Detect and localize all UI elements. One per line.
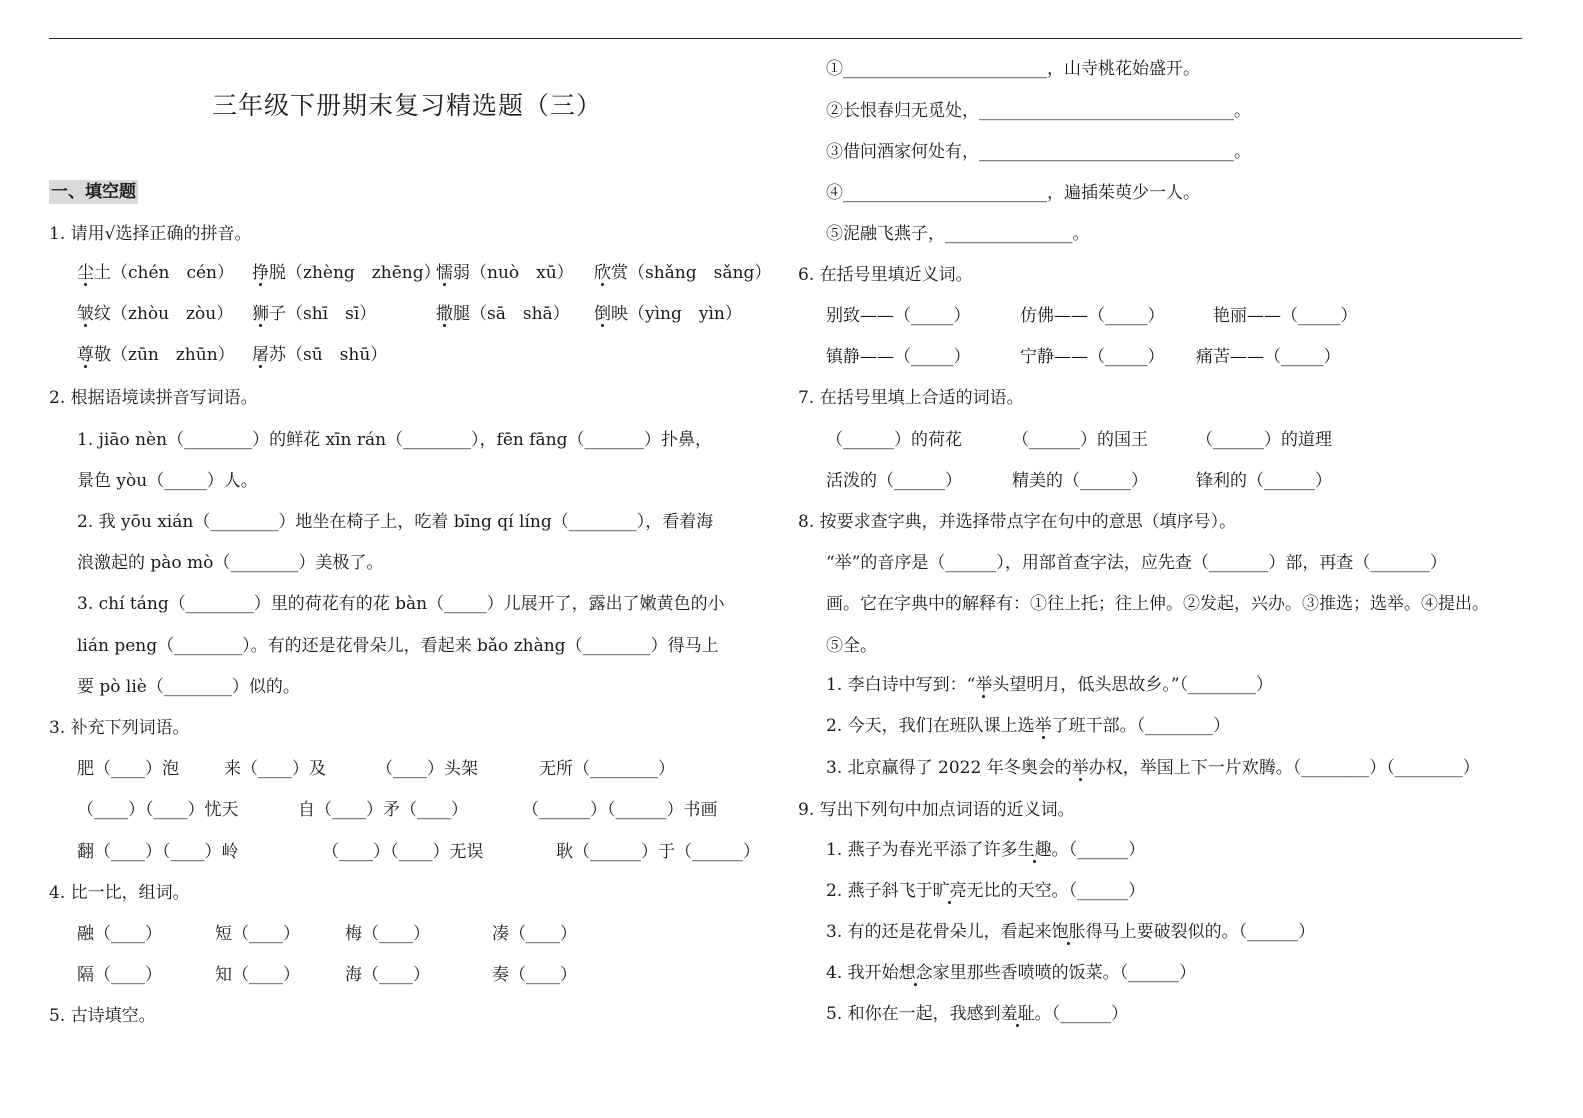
q3-item: （______）（______）书画 (522, 800, 718, 820)
question-7: 7. 在括号里填上合适的词语。 (798, 388, 1024, 408)
q3-item: 翻（____）（____）岭 (77, 842, 239, 862)
q1-item: 屠苏（sū shū） (252, 345, 388, 365)
q1-item: 狮子（shī sī） (252, 304, 377, 324)
q4-item: 隔（____） (77, 965, 162, 985)
q2-line: 2. 我 yōu xián（________）地坐在椅子上，吃着 bīng qí líng（________），看着海 (77, 512, 714, 532)
q3-item: 耿（______）于（______） (556, 842, 760, 862)
q3-item: 肥（____）泡 (77, 759, 179, 779)
q4-item: 融（____） (77, 924, 162, 944)
question-8: 8. 按要求查字典，并选择带点字在句中的意思（填序号）。 (798, 512, 1237, 532)
q9-sub: 4. 我开始想念家里那些香喷喷的饭菜。（______） (826, 963, 1197, 983)
q8-sub: 1. 李白诗中写到：“举头望明月，低头思故乡。”（________） (826, 675, 1274, 695)
q4-item: 海（____） (345, 965, 430, 985)
page-title: 三年级下册期末复习精选题（三） (212, 91, 603, 120)
q3-item: （____）头架 (376, 759, 478, 779)
section-heading: 一、填空题 (51, 182, 136, 202)
q1-item: 倒映（yìng yìn） (594, 304, 742, 324)
q1-item: 皱纹（zhòu zòu） (77, 304, 234, 324)
q5-line: ①________________________，山寺桃花始盛开。 (826, 59, 1200, 79)
q4-item: 短（____） (215, 924, 300, 944)
q3-item: 来（____）及 (224, 759, 326, 779)
q7-item: 锋利的（______） (1196, 471, 1332, 491)
header-rule (49, 38, 1522, 39)
q8-line: 画。它在字典中的解释有：①往上托；往上伸。②发起，兴办。③推选；选举。④提出。 (826, 594, 1489, 614)
q6-item: 别致——（_____） (826, 306, 971, 326)
q1-item: 挣脱（zhèng zhēng） (252, 263, 441, 283)
q7-item: （______）的道理 (1196, 430, 1332, 450)
q8-sub: 2. 今天，我们在班队课上选举了班干部。（________） (826, 716, 1231, 736)
q1-item: 撒腿（sā shā） (436, 304, 570, 324)
q7-item: 活泼的（______） (826, 471, 962, 491)
question-1: 1. 请用√选择正确的拼音。 (49, 224, 252, 244)
q4-item: 梅（____） (345, 924, 430, 944)
q2-line: lián peng（________）。有的还是花骨朵儿，看起来 bǎo zhàng（________）得马上 (77, 636, 719, 656)
q2-line: 1. jiāo nèn（________）的鲜花 xīn rán（________），fēn fāng（_______）扑鼻， (77, 430, 713, 450)
q4-item: 奏（____） (492, 965, 577, 985)
q9-sub: 5. 和你在一起，我感到羞耻。（______） (826, 1004, 1129, 1024)
q4-item: 知（____） (215, 965, 300, 985)
question-5: 5. 古诗填空。 (49, 1006, 156, 1026)
q9-sub: 1. 燕子为春光平添了许多生趣。（______） (826, 840, 1146, 860)
q1-item: 尘土（chén cén） (77, 263, 235, 283)
q7-item: （______）的荷花 (826, 430, 962, 450)
q3-item: 无所（________） (539, 759, 675, 779)
question-4: 4. 比一比，组词。 (49, 883, 190, 903)
question-3: 3. 补充下列词语。 (49, 718, 190, 738)
q5-line: ④________________________，遍插茱萸少一人。 (826, 183, 1200, 203)
q1-item: 懦弱（nuò xū） (436, 263, 574, 283)
q8-line: “举”的音序是（______），用部首查字法，应先查（_______）部，再查（_______） (826, 553, 1447, 573)
q6-item: 宁静——（_____） (1020, 347, 1165, 367)
q1-item: 欣赏（shǎng sǎng） (594, 263, 772, 283)
q3-item: （____）（____）忧天 (77, 800, 239, 820)
q2-line: 浪激起的 pào mò（________）美极了。 (77, 553, 384, 573)
q2-line: 要 pò liè（________）似的。 (77, 677, 300, 697)
q8-sub: 3. 北京赢得了 2022 年冬奥会的举办权，举国上下一片欢腾。（________）（________） (826, 758, 1480, 778)
q4-item: 凑（____） (492, 924, 577, 944)
question-9: 9. 写出下列句中加点词语的近义词。 (798, 800, 1075, 820)
q6-item: 痛苦——（_____） (1196, 347, 1341, 367)
q6-item: 艳丽——（_____） (1213, 306, 1358, 326)
q2-line: 景色 yòu（_____）人。 (77, 471, 258, 491)
q3-item: 自（____）矛（____） (298, 800, 468, 820)
q7-item: （______）的国王 (1012, 430, 1148, 450)
q9-sub: 3. 有的还是花骨朵儿，看起来饱胀得马上要破裂似的。（______） (826, 922, 1316, 942)
q7-item: 精美的（______） (1012, 471, 1148, 491)
q6-item: 仿佛——（_____） (1020, 306, 1165, 326)
q9-sub: 2. 燕子斜飞于旷亮无比的天空。（______） (826, 881, 1146, 901)
q8-line: ⑤全。 (826, 636, 877, 656)
q1-item: 尊敬（zūn zhūn） (77, 345, 235, 365)
q2-line: 3. chí táng（________）里的荷花有的花 bàn（_____）儿展开了，露出了嫩黄色的小 (77, 594, 725, 614)
q6-item: 镇静——（_____） (826, 347, 971, 367)
question-2: 2. 根据语境读拼音写词语。 (49, 388, 258, 408)
q3-item: （____）（____）无误 (322, 842, 484, 862)
q5-line: ③借问酒家何处有，______________________________。 (826, 142, 1251, 162)
q5-line: ⑤泥融飞燕子，_______________。 (826, 224, 1090, 244)
question-6: 6. 在括号里填近义词。 (798, 265, 973, 285)
q5-line: ②长恨春归无觅处，______________________________。 (826, 101, 1251, 121)
